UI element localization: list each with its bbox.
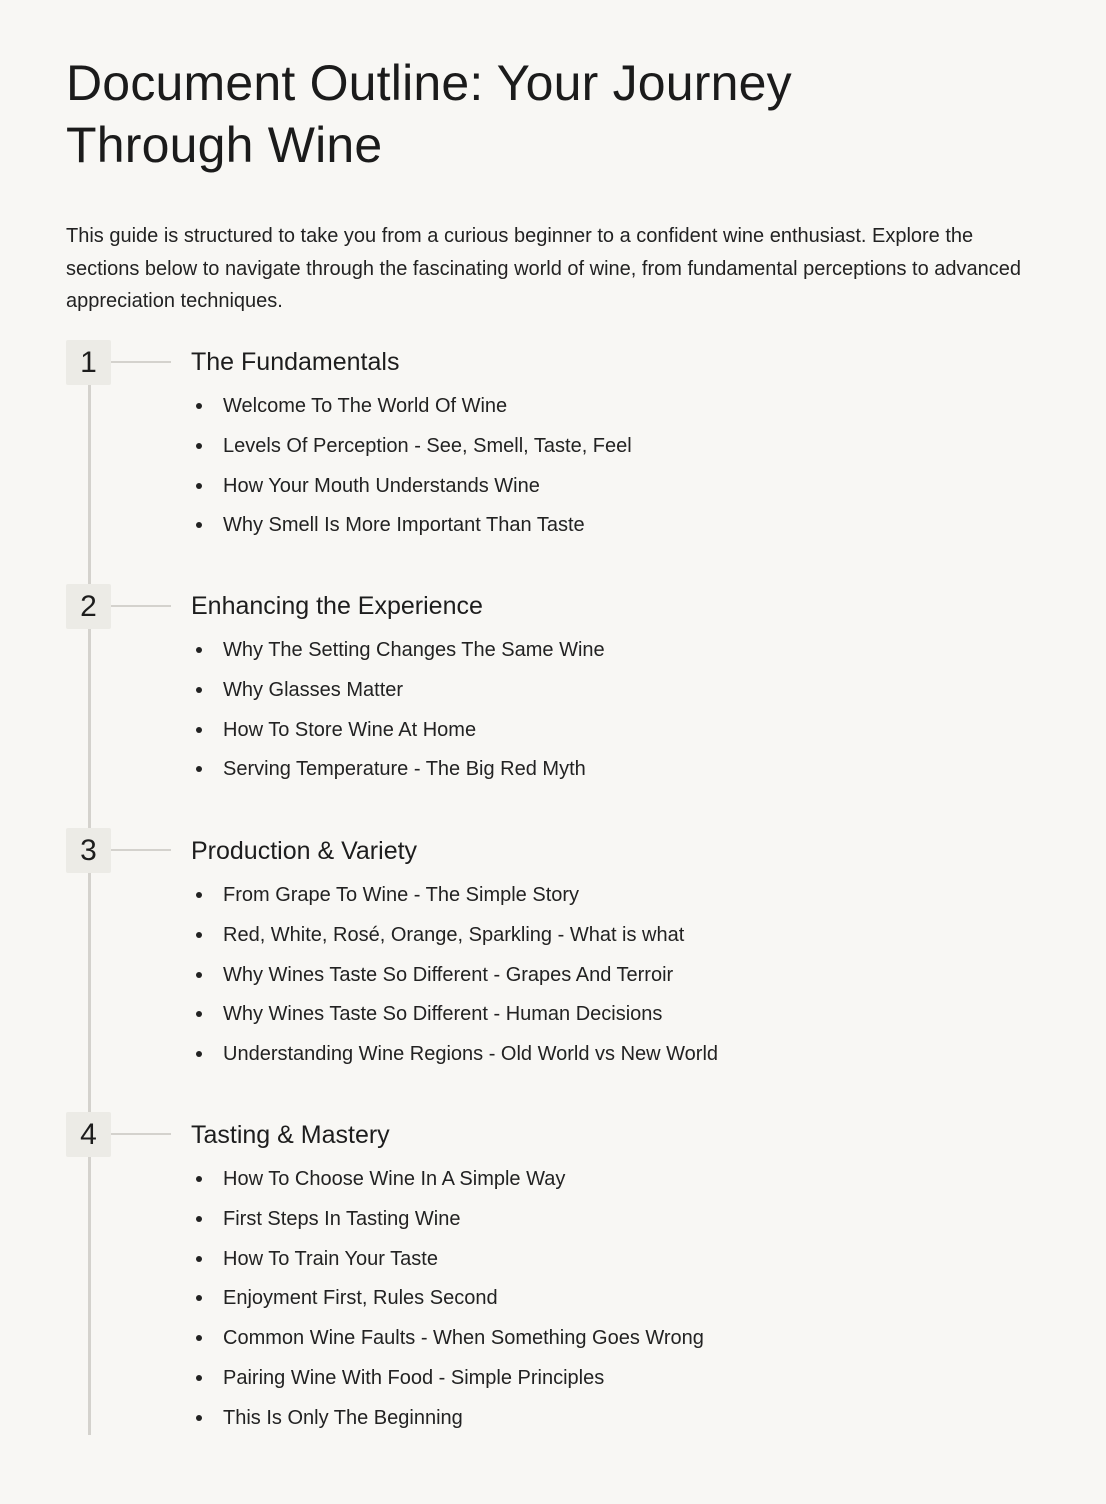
list-item-label: Welcome To The World Of Wine bbox=[223, 395, 508, 417]
list-item-label: How To Store Wine At Home bbox=[223, 718, 477, 741]
bullet-icon bbox=[196, 483, 202, 489]
list-item-label: Why Wines Taste So Different - Human Decisions bbox=[223, 1003, 663, 1026]
bullet-icon bbox=[196, 647, 202, 653]
page-title: Document Outline: Your Journey Through Wine bbox=[66, 55, 792, 173]
list-item-label: Pairing Wine With Food - Simple Principles bbox=[223, 1366, 605, 1389]
list-item-label: Understanding Wine Regions - Old World vs New World bbox=[223, 1043, 719, 1066]
bullet-icon bbox=[196, 403, 202, 409]
section-connector bbox=[111, 605, 171, 607]
list-item-label: Red, White, Rosé, Orange, Sparkling - What is what bbox=[223, 923, 685, 946]
section-title: Production & Variety bbox=[191, 837, 418, 865]
list-item-label: How Your Mouth Understands Wine bbox=[223, 474, 540, 497]
list-item-label: First Steps In Tasting Wine bbox=[223, 1207, 461, 1230]
bullet-icon bbox=[196, 522, 202, 528]
timeline-line bbox=[88, 340, 91, 1435]
bullet-icon bbox=[196, 1375, 202, 1381]
list-item-label: Enjoyment First, Rules Second bbox=[223, 1287, 498, 1310]
list-item-label: Levels Of Perception - See, Smell, Taste, Feel bbox=[223, 434, 632, 457]
section-number-badge: 3 bbox=[66, 828, 111, 873]
bullet-icon bbox=[196, 1216, 202, 1222]
bullet-icon bbox=[196, 766, 202, 772]
section-number-badge: 1 bbox=[66, 340, 111, 385]
section-number-badge: 4 bbox=[66, 1112, 111, 1157]
list-item-label: Why Smell Is More Important Than Taste bbox=[223, 514, 585, 537]
bullet-icon bbox=[196, 1295, 202, 1301]
list-item-label: Why Wines Taste So Different - Grapes And Terroir bbox=[223, 963, 674, 986]
bullet-icon bbox=[196, 1335, 202, 1341]
bullet-icon bbox=[196, 727, 202, 733]
list-item-label: How To Choose Wine In A Simple Way bbox=[223, 1168, 566, 1190]
bullet-icon bbox=[196, 1051, 202, 1057]
list-item-label: This Is Only The Beginning bbox=[223, 1406, 463, 1429]
list-item-label: Common Wine Faults - When Something Goes Wrong bbox=[223, 1327, 704, 1350]
bullet-icon bbox=[196, 1176, 202, 1182]
intro-paragraph: This guide is structured to take you from a curious beginner to a confident wine enthusiast. Explore the sections below to navigate through the fascinating world of wine, from fundamental perceptions to advanced appreciation techniques. bbox=[66, 225, 1022, 312]
bullet-icon bbox=[196, 972, 202, 978]
section-connector bbox=[111, 361, 171, 363]
section-connector bbox=[111, 849, 171, 851]
bullet-icon bbox=[196, 892, 202, 898]
list-item-label: How To Train Your Taste bbox=[223, 1247, 438, 1270]
section-title: The Fundamentals bbox=[191, 348, 400, 376]
bullet-icon bbox=[196, 932, 202, 938]
list-item-label: Why Glasses Matter bbox=[223, 678, 404, 701]
section-title: Enhancing the Experience bbox=[191, 592, 483, 620]
list-item-label: From Grape To Wine - The Simple Story bbox=[223, 884, 580, 906]
bullet-icon bbox=[196, 1011, 202, 1017]
list-item-label: Serving Temperature - The Big Red Myth bbox=[223, 758, 586, 781]
section-number-badge: 2 bbox=[66, 584, 111, 629]
section-connector bbox=[111, 1133, 171, 1135]
bullet-icon bbox=[196, 1256, 202, 1262]
list-item-label: Why The Setting Changes The Same Wine bbox=[223, 639, 605, 661]
section-title: Tasting & Mastery bbox=[191, 1121, 390, 1149]
bullet-icon bbox=[196, 1415, 202, 1421]
bullet-icon bbox=[196, 687, 202, 693]
bullet-icon bbox=[196, 443, 202, 449]
